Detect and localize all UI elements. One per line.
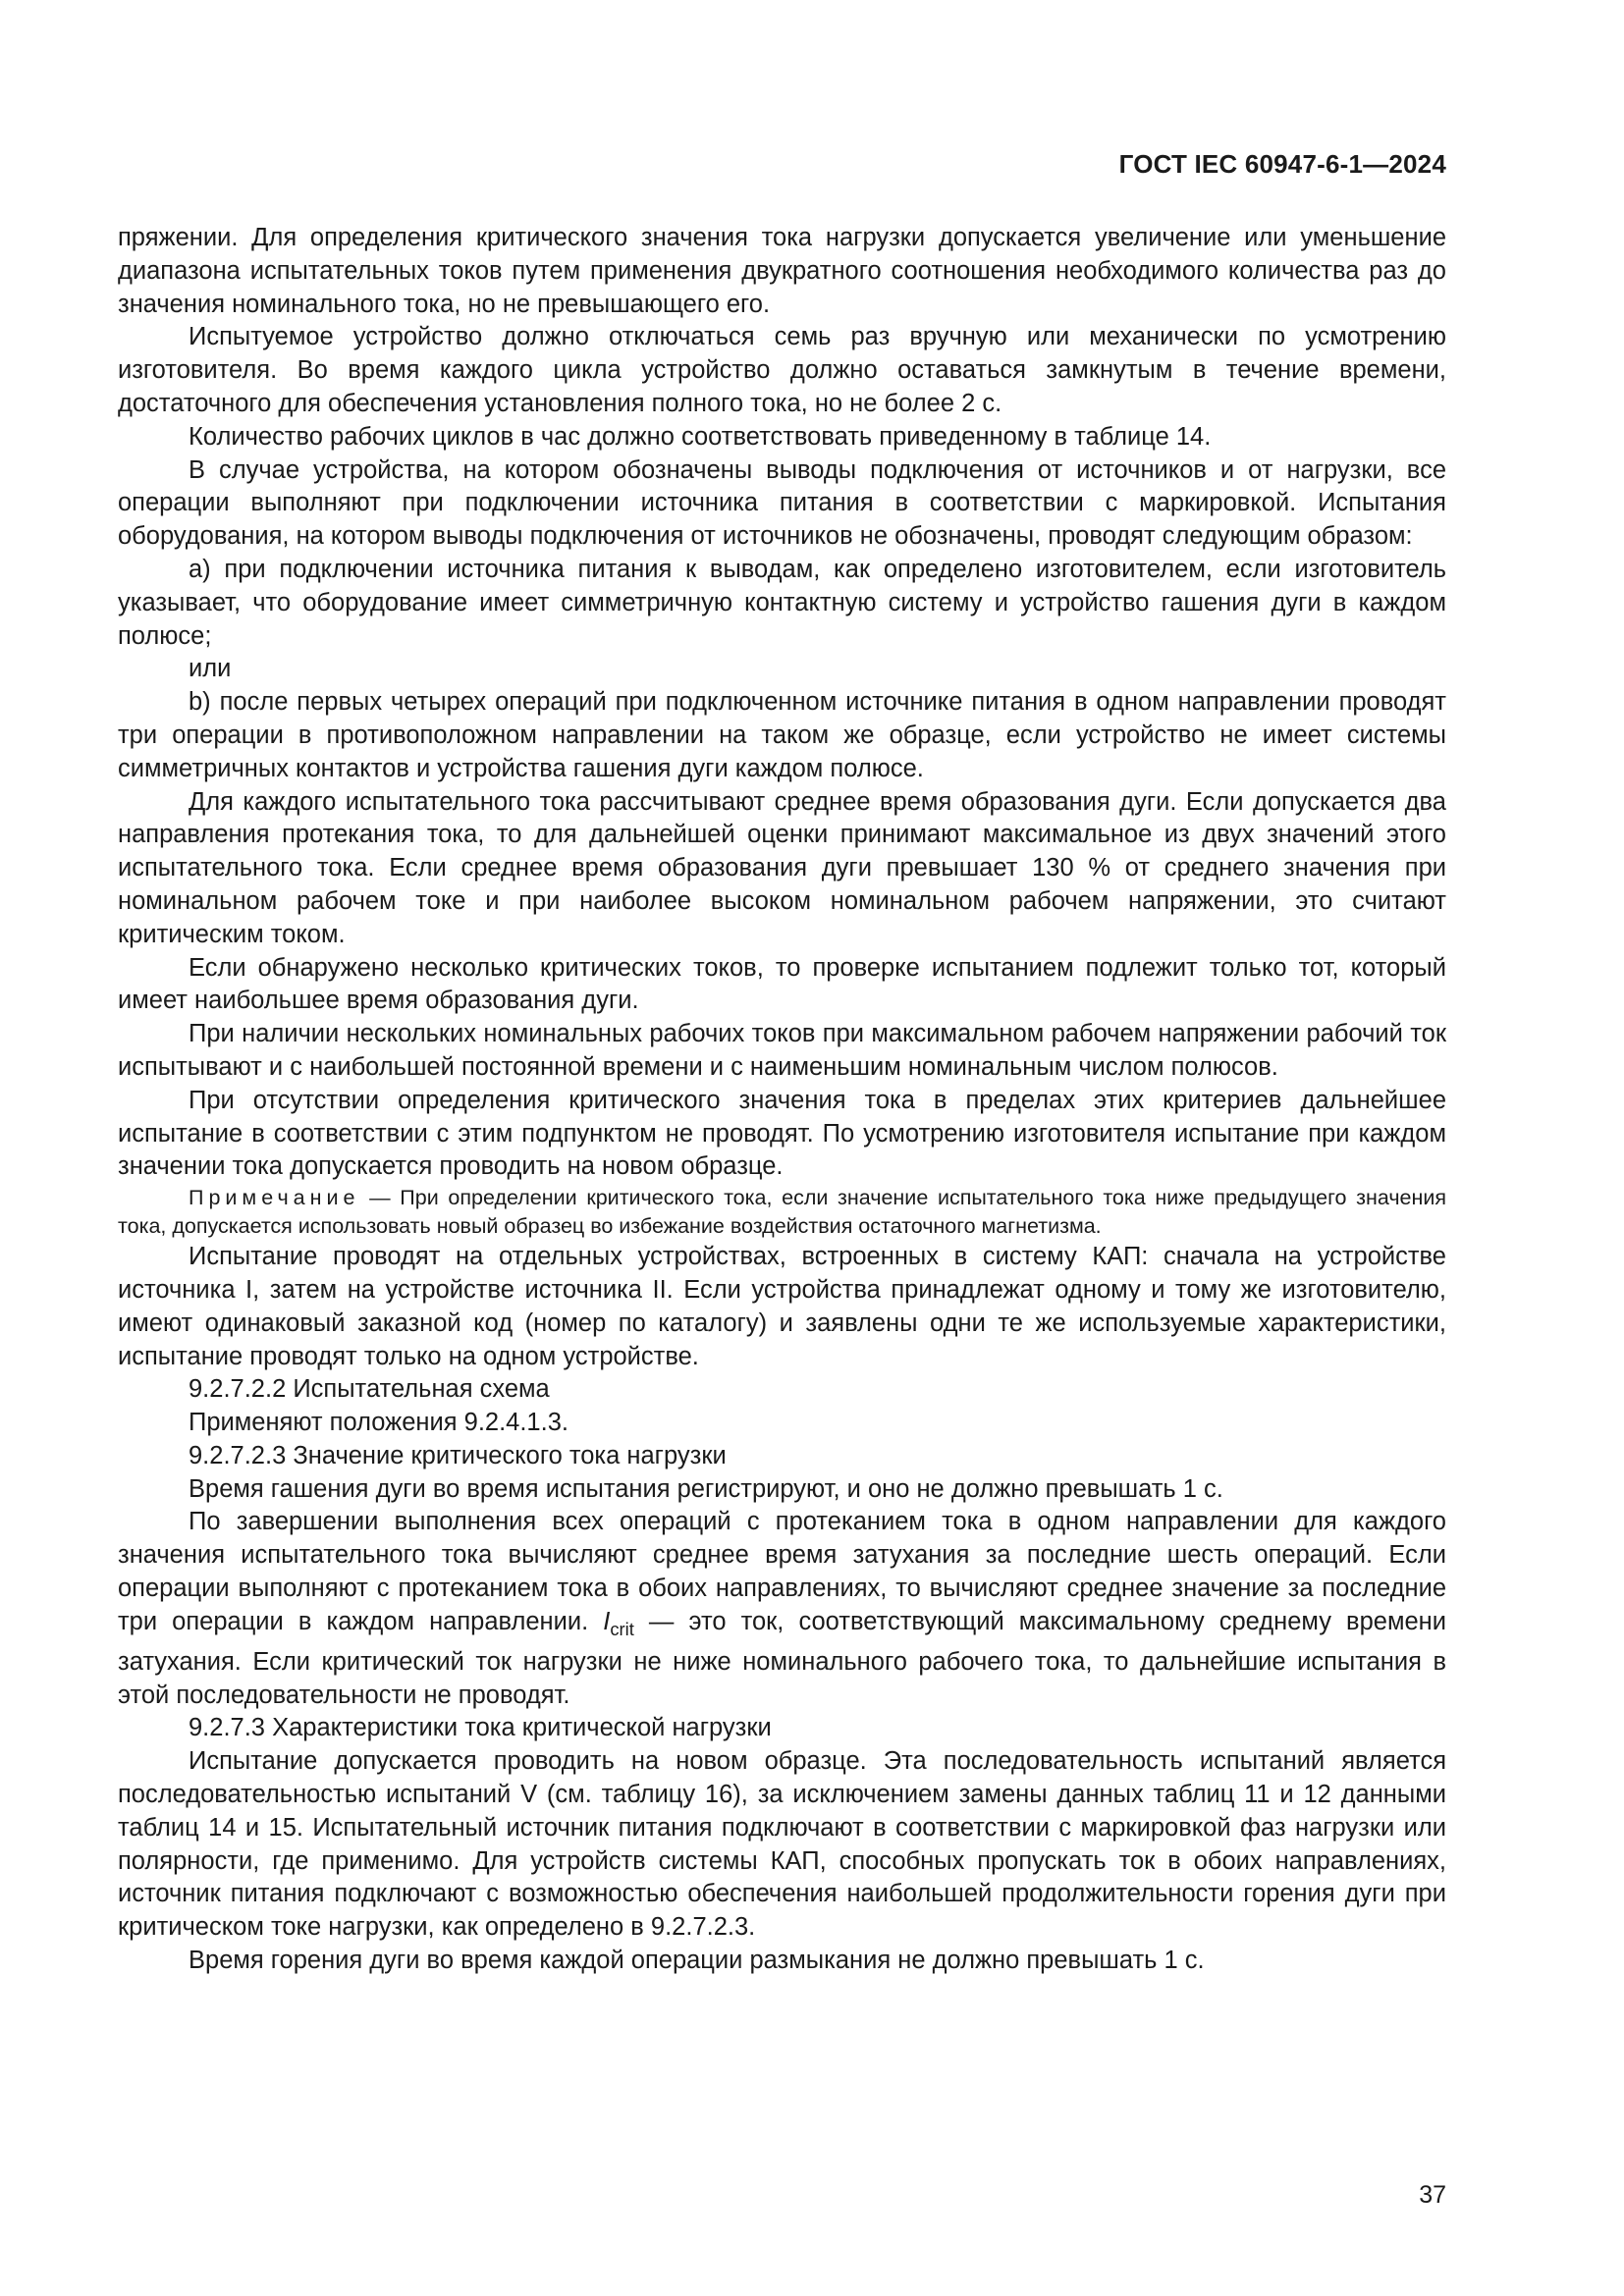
paragraph: Испытание проводят на отдельных устройствах, встроенных в систему КАП: сначала на устройстве источника I, затем на устройстве источника II. Если устройства принадлежат одному и тому же изготовителю, имеют одинаковый заказной код (номер по каталогу) и заявлены одни те же используемые характеристики, испытание проводят только на одном устройстве. (118, 1243, 1446, 1370)
list-connector-or: или (189, 655, 232, 683)
paragraph: При наличии нескольких номинальных рабочих токов при максимальном рабочем напряжении рабочий ток испытывают и с наибольшей постоянной времени и с наименьшим номинальным числом полюсов. (118, 1020, 1446, 1081)
page-number: 37 (1419, 2181, 1446, 2209)
icrit-symbol: I (603, 1607, 611, 1635)
list-item-b: b) после первых четырех операций при подключенном источнике питания в одном направлении проводят три операции в противоположном направлении на таком же образце, если устройство не имеет системы симметричных контактов и устройства гашения дуги каждом полюсе. (118, 688, 1446, 782)
paragraph: Испытуемое устройство должно отключаться семь раз вручную или механически по усмотрению изготовителя. Во время каждого цикла устройство должно оставаться замкнутым в течение времени, достаточного для обеспечения установления полного тока, но не более 2 с. (118, 323, 1446, 417)
paragraph: Испытание допускается проводить на новом образце. Эта последовательность испытаний является последовательностью испытаний V (см. таблицу 16), за исключением замены данных таблиц 11 и 12 данными таблиц 14 и 15. Испытательный источник питания подключают в соответствии с маркировкой фаз нагрузки или полярности, где применимо. Для устройств системы КАП, способных пропускать ток в обоих направлениях, источник питания подключают с возможностью обеспечения наибольшей продолжительности горения дуги при критическом токе нагрузки, как определено в 9.2.7.2.3. (118, 1747, 1446, 1942)
paragraph: Для каждого испытательного тока рассчитывают среднее время образования дуги. Если допускается два направления протекания тока, то для дальнейшей оценки принимают максимальное из двух значений этого испытательного тока. Если среднее время образования дуги превышает 130 % от среднего значения при номинальном рабочем токе и при наиболее высоком номинальном рабочем напряжении, это считают критическим током. (118, 787, 1446, 948)
document-header-code: ГОСТ IEC 60947-6-1—2024 (1118, 149, 1446, 179)
icrit-before-text: По завершении выполнения всех операций с протеканием тока в одном направлении для каждого значения испытательного тока вычисляют среднее время затухания за последние шесть операций. Если операции выполняют с протеканием тока в обоих направлениях, то вычисляют среднее значение за последние три операции в каждом направлении. (118, 1508, 1446, 1635)
document-body (118, 222, 1446, 1978)
paragraph: При отсутствии определения критического значения тока в пределах этих критериев дальнейшее испытание в соответствии с этим подпунктом не проводят. По усмотрению изготовителя испытание при каждом значении тока допускается проводить на новом образце. (118, 1086, 1446, 1181)
note-text: — При определении критического тока, если значение испытательного тока ниже предыдущего значения тока, допускается использовать новый образец во избежание воздействия остаточного магнетизма. (118, 1186, 1446, 1239)
list-item-a: a) при подключении источника питания к выводам, как определено изготовителем, если изготовитель указывает, что оборудование имеет симметричную контактную систему и устройство гашения дуги в каждом полюсе; (118, 555, 1446, 650)
paragraph: В случае устройства, на котором обозначены выводы подключения от источников и от нагрузки, все операции выполняют при подключении источника питания в соответствии с маркировкой. Испытания оборудования, на котором выводы подключения от источников не обозначены, проводят следующим образом: (118, 455, 1446, 551)
section-heading: 9.2.7.3 Характеристики тока критической нагрузки (189, 1714, 772, 1742)
note-label: Примечание (189, 1186, 360, 1210)
note (118, 1184, 1446, 1241)
section-heading: 9.2.7.2.3 Значение критического тока нагрузки (189, 1441, 727, 1469)
paragraph: Время горения дуги во время каждой операции размыкания не должно превышать 1 с. (189, 1946, 1205, 1974)
paragraph-icrit (118, 1506, 1446, 1712)
icrit-after-text: — это ток, соответствующий максимальному среднему времени затухания. Если критический ток нагрузки не ниже номинального рабочего тока, то дальнейшие испытания в этой последовательности не проводят. (118, 1607, 1446, 1709)
icrit-subscript: crit (610, 1618, 634, 1639)
paragraph: пряжении. Для определения критического значения тока нагрузки допускается увеличение или уменьшение диапазона испытательных токов путем применения двукратного соотношения необходимого количества раз до значения номинального тока, но не превышающего его. (118, 224, 1446, 318)
section-heading: 9.2.7.2.2 Испытательная схема (189, 1375, 550, 1404)
paragraph: Количество рабочих циклов в час должно соответствовать приведенному в таблице 14. (189, 422, 1212, 451)
paragraph: Время гашения дуги во время испытания регистрируют, и оно не должно превышать 1 с. (189, 1474, 1223, 1503)
paragraph: Если обнаружено несколько критических токов, то проверке испытанием подлежит только тот, который имеет наибольшее время образования дуги. (118, 953, 1446, 1015)
paragraph: Применяют положения 9.2.4.1.3. (189, 1409, 568, 1437)
